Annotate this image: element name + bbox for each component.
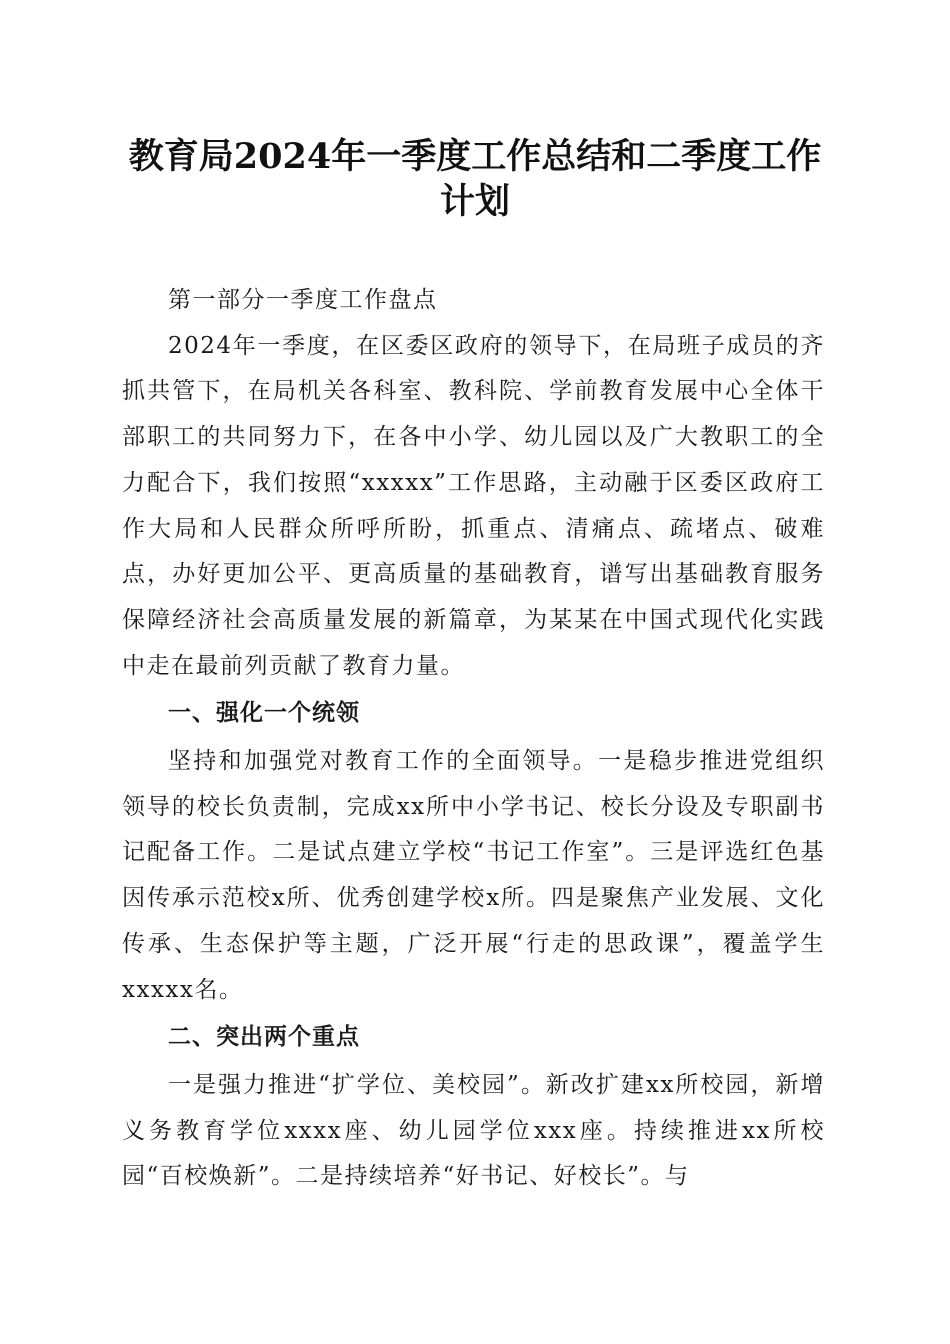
section-paragraph-1: 坚持和加强党对教育工作的全面领导。一是稳步推进党组织领导的校长负责制，完成xx所中小学书记、校长分设及专职副书记配备工作。二是试点建立学校“书记工作室”。三是评选红色基因传承示范校x所、优秀创建学校x所。四是聚焦产业发展、文化传承、生态保护等主题，广泛开展“行走的思政课”，覆盖学生xxxxx名。 [122,748,825,1003]
document-body [122,278,825,1200]
section-heading-1: 一、强化一个统领 [168,700,360,727]
intro-paragraph: 2024年一季度，在区委区政府的领导下，在局班子成员的齐抓共管下，在局机关各科室、教科院、学前教育发展中心全体干部职工的共同努力下，在各中小学、幼儿园以及广大教职工的全力配合下，我们按照“xxxxx”工作思路，主动融于区委区政府工作大局和人民群众所呼所盼，抓重点、清痛点、疏堵点、破难点，办好更加公平、更高质量的基础教育，谱写出基础教育服务保障经济社会高质量发展的新篇章，为某某在中国式现代化实践中走在最前列贡献了教育力量。 [122,332,825,679]
section-heading-2: 二、突出两个重点 [168,1024,360,1051]
document-title: 教育局2024年一季度工作总结和二季度工作计划 [128,136,822,222]
part-heading: 第一部分一季度工作盘点 [168,287,438,313]
section-paragraph-2: 一是强力推进“扩学位、美校园”。新改扩建xx所校园，新增义务教育学位xxxx座、幼儿园学位xxx座。持续推进xx所校园“百校焕新”。二是持续培养“好书记、好校长”。与 [122,1071,825,1190]
